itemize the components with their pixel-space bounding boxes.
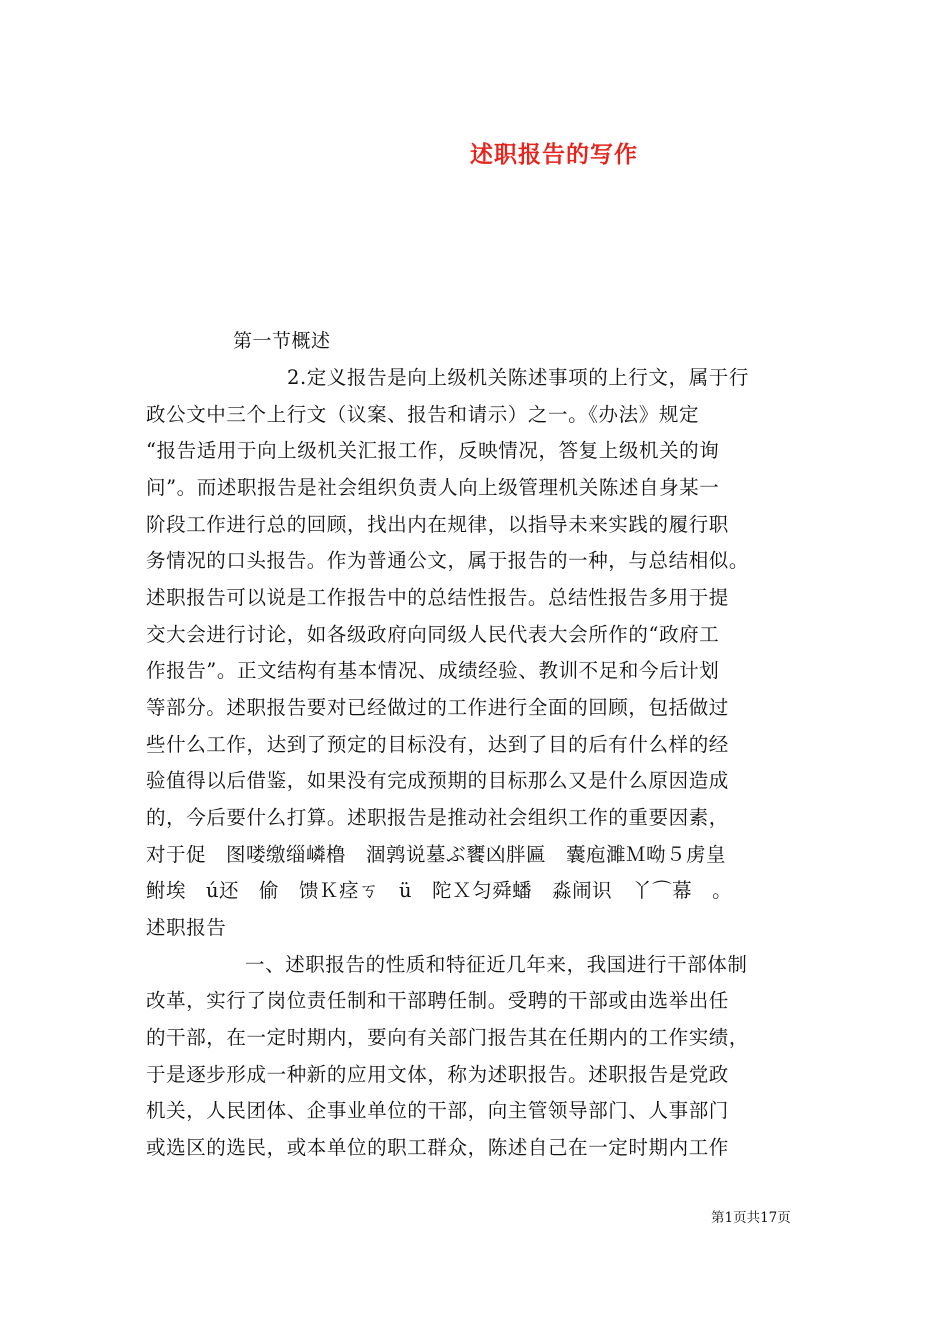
body-line: 的，今后要什么打算。述职报告是推动社会组织工作的重要因素， <box>146 806 729 829</box>
body-line: 改革，实行了岗位责任制和干部聘任制。受聘的干部或由选举出任 <box>146 989 729 1012</box>
body-line: 述职报告 <box>146 916 227 939</box>
body-line: 述职报告可以说是工作报告中的总结性报告。总结性报告多用于提 <box>146 586 729 609</box>
body-line: 作报告”。正文结构有基本情况、成绩经验、教训不足和今后计划 <box>146 659 720 682</box>
body-line: 等部分。述职报告要对已经做过的工作进行全面的回顾，包括做过 <box>146 696 729 719</box>
body-line: 政公文中三个上行文（议案、报告和请示）之一。《办法》规定 <box>146 403 700 426</box>
page-number: 第1页共17页 <box>711 1210 791 1226</box>
body-line: 一、述职报告的性质和特征近几年来，我国进行干部体制 <box>245 953 748 976</box>
body-line-garbled: 鲋埃 ú还 偷 馈Ｋ痉ㄎ ü 陀Ｘ匀舜蟠 淼闹识 丫⌒幕 。 <box>146 879 733 902</box>
body-line: 验值得以后借鉴，如果没有完成预期的目标那么又是什么原因造成 <box>146 769 729 792</box>
body-line: 2.定义报告是向上级机关陈述事项的上行文，属于行 <box>287 366 750 389</box>
document-title: 述职报告的写作 <box>470 141 638 168</box>
body-line: 机关，人民团体、企事业单位的干部，向主管领导部门、人事部门 <box>146 1099 729 1122</box>
body-line-garbled: 对于促 图喽缴缁嶙橹 涸鹑说墓ぶ饔凶胖匾 囊庖濉Ｍ呦５虏皇 <box>146 843 727 866</box>
section-heading: 第一节概述 <box>233 330 331 352</box>
body-line: 些什么工作，达到了预定的目标没有，达到了目的后有什么样的经 <box>146 733 729 756</box>
body-line: 于是逐步形成一种新的应用文体，称为述职报告。述职报告是党政 <box>146 1063 729 1086</box>
body-line: 交大会进行讨论，如各级政府向同级人民代表大会所作的“政府工 <box>146 623 720 646</box>
body-line: 或选区的选民，或本单位的职工群众，陈述自己在一定时期内工作 <box>146 1136 729 1159</box>
body-line: “报告适用于向上级机关汇报工作，反映情况，答复上级机关的询 <box>146 439 720 462</box>
body-line: 阶段工作进行总的回顾，找出内在规律，以指导未来实践的履行职 <box>146 513 729 536</box>
body-line: 的干部，在一定时期内，要向有关部门报告其在任期内的工作实绩， <box>146 1026 750 1049</box>
body-line: 务情况的口头报告。作为普通公文，属于报告的一种，与总结相似。 <box>146 549 750 572</box>
body-line: 问”。而述职报告是社会组织负责人向上级管理机关陈述自身某一 <box>146 476 720 499</box>
